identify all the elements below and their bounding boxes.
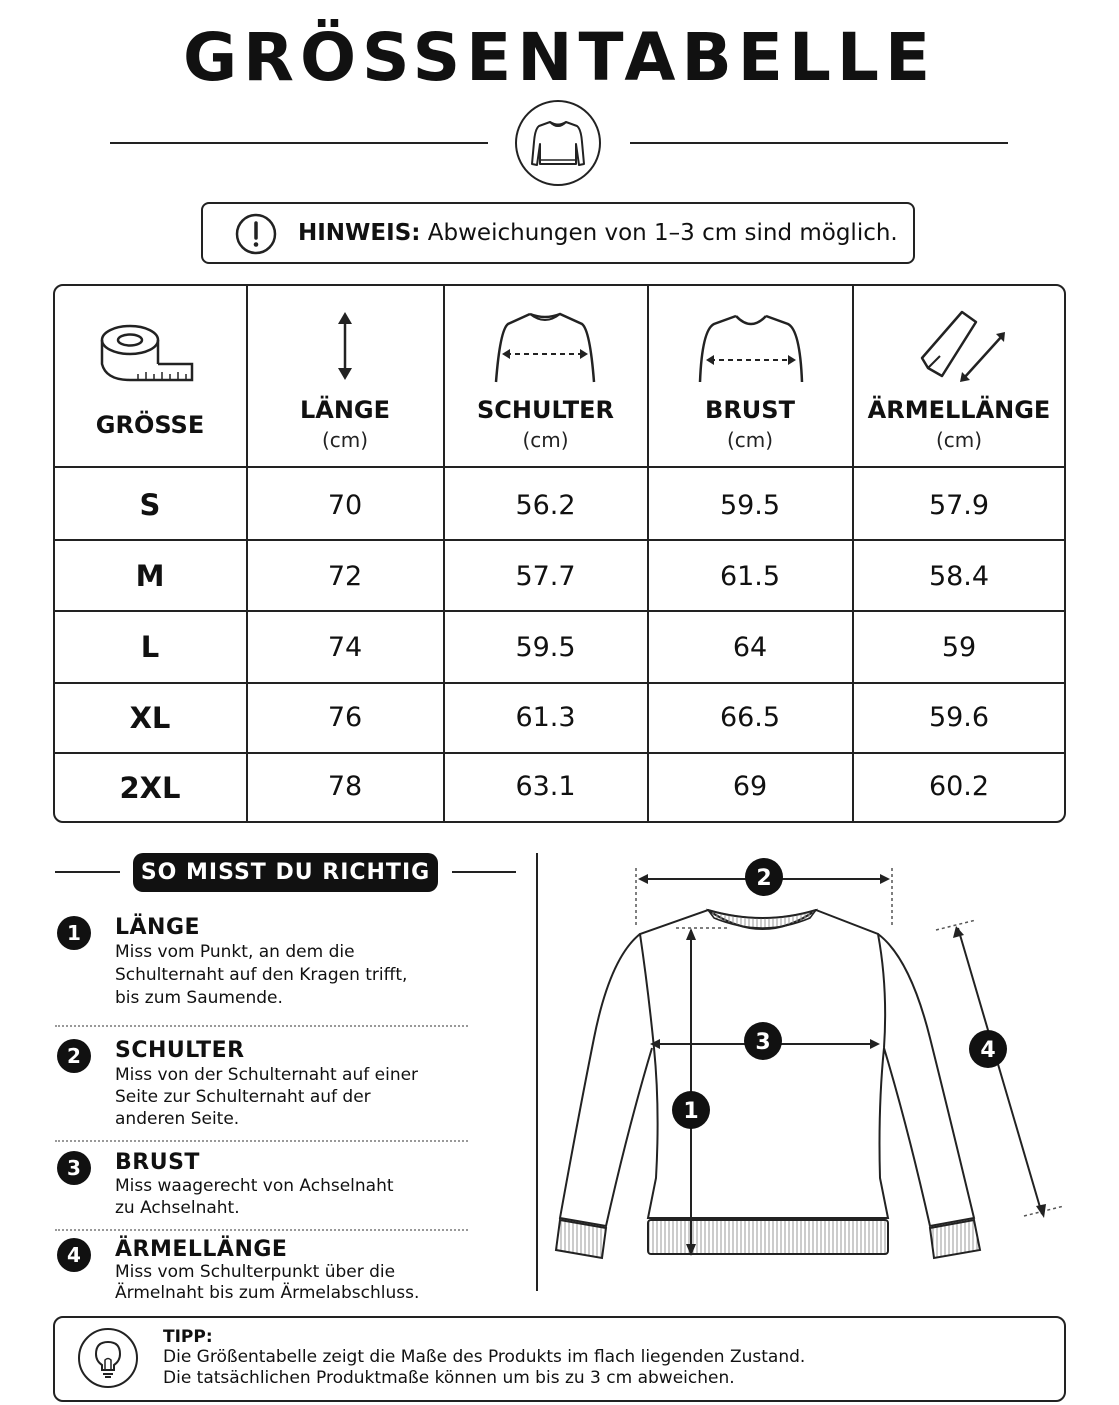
step-line: bis zum Saumende. [115,988,283,1008]
chest-icon [694,310,808,386]
shoulder-cell: 59.5 [515,632,576,663]
step-text [115,1064,455,1130]
tip-text: Die Größentabelle zeigt die Maße des Produkts im flach liegenden Zustand. [163,1347,806,1367]
section-heading: SO MISST DU RICHTIG [133,853,438,892]
measuring-tape-icon [98,318,198,390]
step-number: 2 [57,1039,91,1073]
section-separator [536,853,538,1291]
step-title: SCHULTER [115,1038,245,1063]
exclamation-icon [234,212,278,256]
step-line: Schulternaht auf den Kragen trifft, [115,965,408,985]
notice-label: HINWEIS: [298,220,421,246]
step-line: Miss von der Schulternaht auf einer [115,1065,419,1085]
step-line: Ärmelnaht bis zum Ärmelabschluss. [115,1283,420,1303]
step-line: zu Achselnaht. [115,1198,240,1218]
chest-cell: 61.5 [719,561,781,592]
chest-cell: 66.5 [719,702,781,733]
header-length: LÄNGE [299,396,391,424]
step-number: 4 [57,1238,91,1272]
step-title: BRUST [115,1150,200,1175]
sleeve-icon [918,306,1010,388]
sweatshirt-diagram [548,848,1068,1268]
column-divider [647,285,649,822]
step-divider [55,1140,468,1142]
row-divider [54,539,1065,541]
step-title: ÄRMELLÄNGE [115,1237,288,1262]
length-cell: 76 [327,702,363,733]
shoulder-cell: 57.7 [515,561,576,592]
divider-right [630,142,1008,144]
step-line: Miss waagerecht von Achselnaht [115,1176,394,1196]
length-cell: 70 [327,490,363,521]
size-cell: S [139,488,161,522]
header-sleeve-unit: (cm) [935,428,983,452]
chest-cell: 69 [732,771,768,802]
sleeve-cell: 58.4 [928,561,990,592]
row-divider [54,466,1065,468]
sweatshirt-icon [517,102,599,184]
column-divider [246,285,248,822]
divider-left [110,142,488,144]
size-cell: 2XL [119,771,181,805]
length-arrow-icon [330,310,360,382]
sleeve-cell: 59 [941,632,977,663]
step-number: 1 [57,916,91,950]
diagram-marker: 2 [756,866,772,891]
row-divider [54,752,1065,754]
step-divider [55,1229,468,1231]
header-length-unit: (cm) [321,428,369,452]
diagram-marker: 1 [683,1099,699,1124]
step-line: anderen Seite. [115,1109,240,1129]
sleeve-cell: 59.6 [928,702,990,733]
header-size: GRÖSSE [95,411,205,439]
chest-cell: 64 [732,632,768,663]
header-shoulder-unit: (cm) [522,428,569,452]
length-cell: 78 [327,771,363,802]
length-cell: 74 [327,632,363,663]
length-cell: 72 [327,561,363,592]
tip-text: Die tatsächlichen Produktmaße können um bis zu 3 cm abweichen. [163,1368,735,1388]
step-title: LÄNGE [115,915,201,940]
logo-badge [515,100,601,186]
header-sleeve: ÄRMELLÄNGE [867,396,1051,424]
sleeve-cell: 60.2 [928,771,990,802]
size-cell: M [135,559,165,593]
sleeve-cell: 57.9 [928,490,990,521]
page-title: GRÖSSENTABELLE [182,19,937,96]
row-divider [54,610,1065,612]
section-divider-left [55,871,120,873]
column-divider [852,285,854,822]
step-line: Miss vom Schulterpunkt über die [115,1262,396,1282]
step-text [115,1175,455,1219]
step-divider [55,1025,468,1027]
header-shoulder: SCHULTER [476,396,615,424]
shoulder-cell: 63.1 [515,771,576,802]
size-cell: L [140,630,160,664]
notice-message: Abweichungen von 1–3 cm sind möglich. [420,220,898,246]
chest-cell: 59.5 [719,490,781,521]
tip-label: TIPP: [163,1327,213,1347]
shoulder-cell: 61.3 [515,702,576,733]
step-line: Seite zur Schulternaht auf der [115,1087,371,1107]
step-text [115,941,455,1010]
shoulder-cell: 56.2 [515,490,576,521]
tip-icon-badge [78,1328,138,1388]
step-text [115,1262,455,1304]
header-chest: BRUST [705,396,795,424]
section-divider-right [452,871,516,873]
notice-text [298,218,898,248]
lightbulb-icon [80,1330,136,1386]
step-line: Miss vom Punkt, an dem die [115,942,355,962]
diagram-marker: 3 [755,1030,771,1055]
step-number: 3 [57,1151,91,1185]
size-cell: XL [129,701,171,735]
row-divider [54,682,1065,684]
shoulder-icon [490,308,600,386]
column-divider [443,285,445,822]
header-chest-unit: (cm) [726,428,774,452]
diagram-marker: 4 [980,1038,996,1063]
